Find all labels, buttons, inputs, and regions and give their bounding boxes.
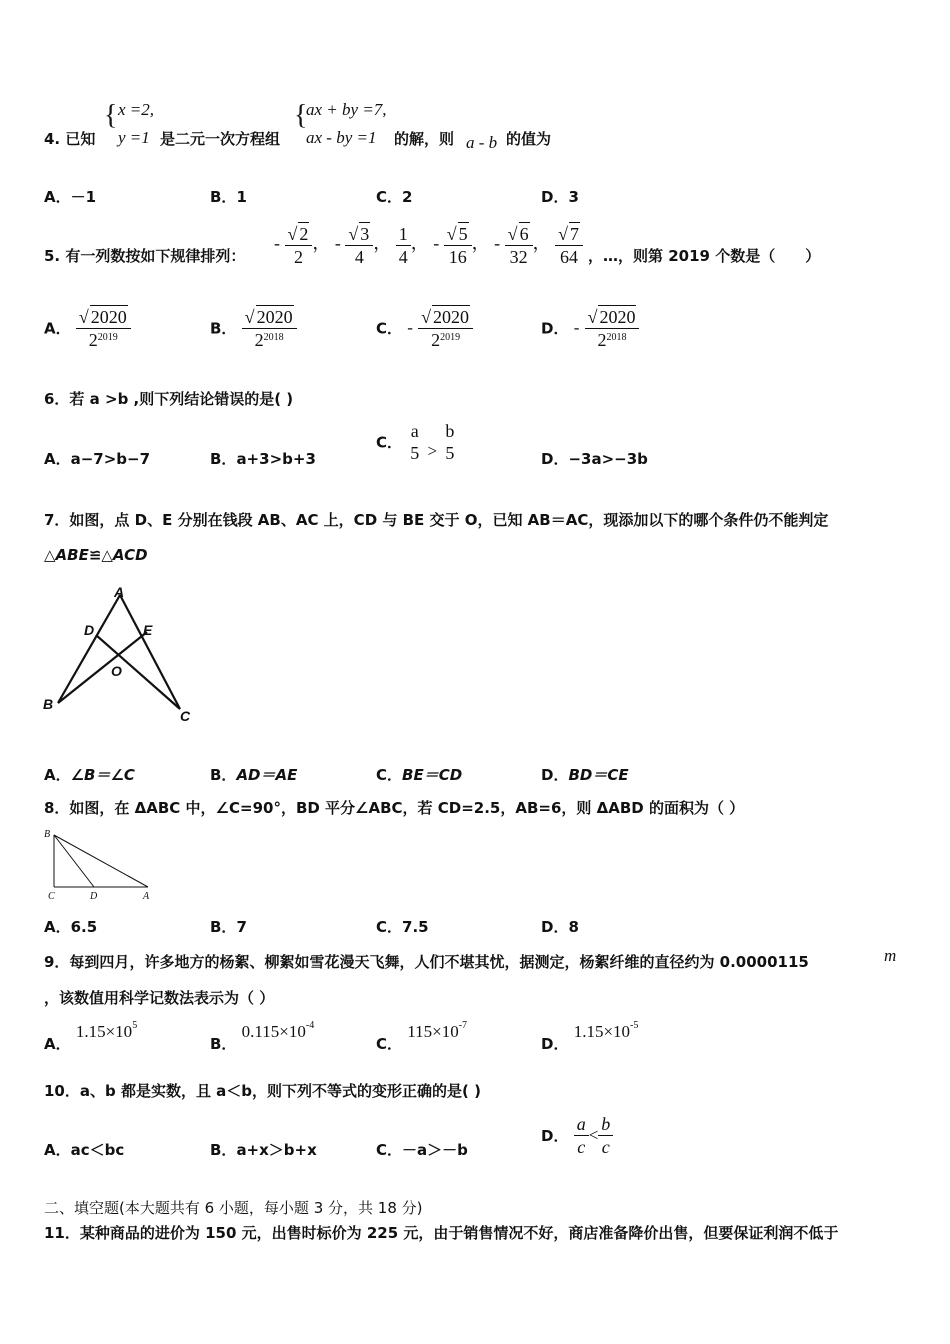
q7-option-d[interactable]: D．BD＝CE bbox=[541, 766, 629, 784]
q7-segment-cd bbox=[96, 635, 180, 709]
q4-brace-1: { bbox=[104, 100, 118, 131]
q6-option-b[interactable]: B．a+3>b+3 bbox=[210, 450, 316, 468]
q9-option-d[interactable]: D． $1.15\times 10^{-5}$ bbox=[541, 1020, 639, 1053]
q7-label-c: C bbox=[180, 708, 191, 724]
q4-option-d[interactable]: D．3 bbox=[541, 188, 579, 206]
q8-option-b[interactable]: B．7 bbox=[210, 918, 247, 936]
q7-stem-line2: △ABE≌△ACD bbox=[44, 546, 148, 564]
q9-unit: m bbox=[884, 946, 897, 965]
q5-term-2: - $\frac{√ 3}{4}$ bbox=[335, 233, 373, 253]
q5-option-a[interactable]: A． $\frac{√ 2020}{2^{2019}}$ bbox=[44, 305, 131, 351]
q5-term-1: - $\frac{√ 2}{2}$ bbox=[274, 233, 312, 253]
q7-option-a[interactable]: A．∠B＝∠C bbox=[44, 766, 135, 784]
section-2-heading: 二、填空题(本大题共有 6 小题，每小题 3 分，共 18 分) bbox=[44, 1199, 423, 1217]
q8-option-a[interactable]: A．6.5 bbox=[44, 918, 98, 936]
q8-label-c: C bbox=[48, 891, 55, 902]
q8-segment-bd bbox=[54, 835, 94, 887]
q9-option-c[interactable]: C． $115\times 10^{-7}$ bbox=[376, 1020, 468, 1053]
q10-option-a[interactable]: A．ac＜bc bbox=[44, 1141, 125, 1159]
q8-option-d[interactable]: D．8 bbox=[541, 918, 579, 936]
q10-stem: 10．a、b 都是实数，且 a＜b，则下列不等式的变形正确的是( ) bbox=[44, 1082, 481, 1100]
q11-stem: 11．某种商品的进价为 150 元，出售时标价为 225 元，由于销售情况不好，商店准备降价出售，但要保证利润不低于 bbox=[44, 1224, 839, 1242]
q6-stem: 6．若 a >b ,则下列结论错误的是( ) bbox=[44, 390, 294, 408]
q5-stem-pre: 5. 有一列数按如下规律排列： bbox=[44, 247, 246, 265]
q8-label-a: A bbox=[143, 891, 150, 902]
q5-term-5: - $\frac{√ 6}{32}$ bbox=[494, 233, 532, 253]
q9-stem-line2: ，该数值用科学记数法表示为（ ） bbox=[44, 989, 275, 1007]
q4-brace-2: { bbox=[294, 100, 308, 131]
q7-label-e: E bbox=[143, 622, 153, 638]
q5-option-b[interactable]: B． $\frac{√ 2020}{2^{2018}}$ bbox=[210, 305, 297, 351]
q5-option-c[interactable]: C． - $\frac{√ 2020}{2^{2019}}$ bbox=[376, 305, 473, 351]
q5-stem-post: ，…，则第 2019 个数是（ ） bbox=[588, 247, 821, 265]
q8-side-ab bbox=[54, 835, 148, 887]
q6-option-a[interactable]: A．a−7>b−7 bbox=[44, 450, 151, 468]
q6-option-d[interactable]: D．−3a>−3b bbox=[541, 450, 648, 468]
q4-stem bbox=[44, 128, 95, 149]
q10-option-b[interactable]: B．a+x＞b+x bbox=[210, 1141, 317, 1159]
q10-option-c[interactable]: C．－a＞－b bbox=[376, 1141, 468, 1159]
q5-term-3: $\frac{1}{4}$ bbox=[396, 233, 411, 253]
q4-system2-line2: ax - by =1 bbox=[306, 128, 377, 147]
q4-text-post: 的解，则 bbox=[394, 130, 455, 148]
q4-number: 4. bbox=[44, 130, 61, 148]
q8-label-d: D bbox=[90, 891, 98, 902]
q8-option-c[interactable]: C．7.5 bbox=[376, 918, 429, 936]
q7-triangle-figure bbox=[40, 585, 200, 725]
q4-option-a[interactable]: A．－1 bbox=[44, 188, 97, 206]
q7-side-ac bbox=[120, 595, 180, 709]
q7-label-o: O bbox=[111, 663, 122, 679]
q7-label-d: D bbox=[84, 622, 95, 638]
q4-system2-line1: ax + by =7, bbox=[306, 100, 387, 119]
q4-system1-line1: x =2, bbox=[118, 100, 155, 119]
q8-stem: 8．如图，在 ΔABC 中，∠C=90°，BD 平分∠ABC，若 CD=2.5，AB=6，则 ΔABD 的面积为（ ） bbox=[44, 799, 745, 817]
q5-term-4: - $\frac{√ 5}{16}$ bbox=[433, 233, 471, 253]
q5-sequence: - $\frac{√ 2}{2}$ ， - $\frac{√ 3}{4}$ ， $\frac{1}{4}$ ， - $\frac{√ 5}{16}$ ， - $\frac{√ 6}{32}$ ， $\frac{√ 7}{64}$ bbox=[274, 222, 583, 268]
q7-option-b[interactable]: B．AD＝AE bbox=[210, 766, 298, 784]
q4-system1-line2: y =1 bbox=[118, 128, 150, 147]
q8-label-b: B bbox=[44, 829, 51, 840]
q4-text-mid: 是二元一次方程组 bbox=[160, 130, 281, 148]
q5-option-d[interactable]: D． - $\frac{√ 2020}{2^{2018}}$ bbox=[541, 305, 639, 351]
q6-option-c[interactable]: C． a 5 > b 5 bbox=[376, 421, 455, 463]
q4-text-pre: 已知 bbox=[65, 130, 96, 148]
q4-expression: a - b bbox=[466, 133, 498, 152]
q5-term-6: $\frac{√ 7}{64}$ bbox=[555, 233, 583, 253]
q9-option-a[interactable]: A． $1.15\times 10^5$ bbox=[44, 1020, 138, 1053]
q7-stem-line1: 7．如图，点 D、E 分别在钱段 AB、AC 上，CD 与 BE 交于 O，已知 AB＝AC，现添加以下的哪个条件仍不能判定 bbox=[44, 511, 829, 529]
q7-option-c[interactable]: C．BE＝CD bbox=[376, 766, 463, 784]
q9-option-b[interactable]: B． $0.115\times 10^{-4}$ bbox=[210, 1020, 315, 1053]
q7-label-a: A bbox=[114, 585, 125, 600]
q9-stem-line1: 9．每到四月，许多地方的杨絮、柳絮如雪花漫天飞舞，人们不堪其忧，据测定，杨絮纤维的直径约为 0.0000115 bbox=[44, 953, 809, 971]
q7-label-b: B bbox=[43, 696, 54, 712]
q4-option-c[interactable]: C．2 bbox=[376, 188, 413, 206]
q4-option-b[interactable]: B．1 bbox=[210, 188, 247, 206]
q10-option-d[interactable]: D． $\frac{a}{c}$ < $\frac{b}{c}$ bbox=[541, 1113, 613, 1158]
q8-right-triangle-figure bbox=[40, 825, 160, 903]
q4-text-end: 的值为 bbox=[506, 130, 552, 148]
